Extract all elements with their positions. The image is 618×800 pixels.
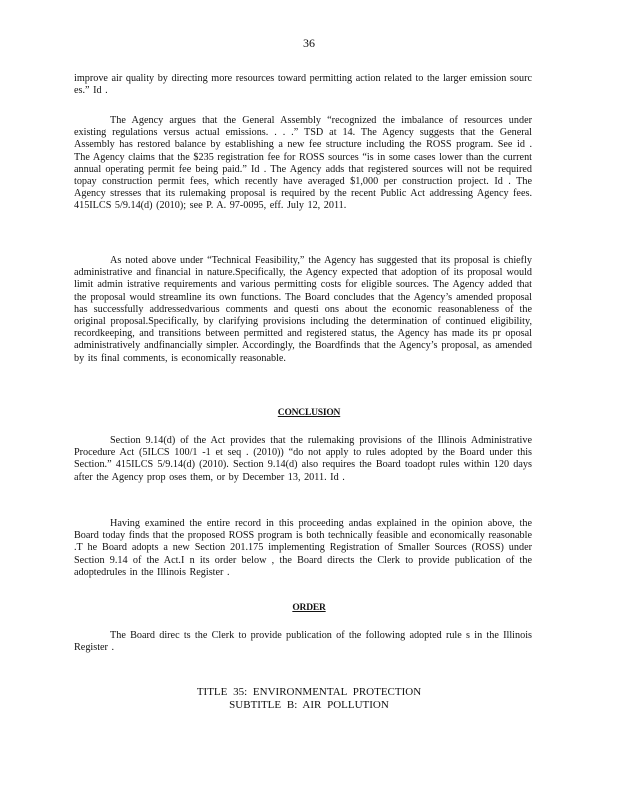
paragraph-having-examined: Having examined the entire record in this proceeding andas explained in the opinion above, the Board today finds that the proposed ROSS program is both technically feasible and economically reasonable .T he Board adopts a new Section 201.175 implementing Registration of Smaller Sources (ROSS) under Section 9.14 of the Act.I n its order below , the Board directs the Clerk to provide publication of the adoptedrules in the Illinois Register . <box>74 518 532 578</box>
conclusion-heading <box>0 408 618 418</box>
paragraph-order-directive: The Board direc ts the Clerk to provide publication of the following adopted rule s in the Illinois Register . <box>74 630 532 654</box>
paragraph-agency-argues: The Agency argues that the General Assembly “recognized the imbalance of resources under existing regulations versus actual emissions. . . .” TSD at 14. The Agency suggests that the General Assembly has restored balance by establishing a new fee structure including the ROSS program. See id . The Agency claims that the $235 registration fee for ROSS sources “is in some cases lower than the current annual operating permit fee being paid.” Id . The Agency adds that registered sources will not be required topay construction permit fees, which recently have averaged $1,000 per construction project. Id . The Agency stresses that its rulemaking proposal is required by the recent Public Act addressing Agency fees. 415ILCS 5/9.14(d) (2010); see P. A. 97-0095, eff. July 12, 2011. <box>74 115 532 212</box>
title-line: TITLE 35: ENVIRONMENTAL PROTECTION <box>196 686 422 698</box>
paragraph-continuation: improve air quality by directing more resources toward permitting action related to the larger emission sourc es.” Id . <box>74 73 532 97</box>
order-heading-text: ORDER <box>292 603 326 613</box>
conclusion-heading-text: CONCLUSION <box>277 408 341 418</box>
subtitle-line: SUBTITLE B: AIR POLLUTION <box>229 699 389 711</box>
order-heading <box>0 603 618 613</box>
page-number: 36 <box>303 36 315 50</box>
title-block <box>0 686 618 712</box>
paragraph-technical-feasibility: As noted above under “Technical Feasibility,” the Agency has suggested that its proposal is chiefly administrative and financial in nature.Specifically, the Agency expected that adoption of its proposal would limit admin istrative requirements and various permitting costs for eligible sources. The Agency added that the proposal would streamline its own functions. The Board concludes that the Agency’s amended proposal has successfully addressedvarious comments and questi ons about the economic reasonableness of the original proposal.Specifically, by clarifying provisions including the determination of continued eligibility, recordkeeping, and transitions between permitted and registered status, the Agency has made its pr oposal administratively andfinancially simpler. Accordingly, the Boardfinds that the Agency’s proposal, as amended by its final comments, is economically reasonable. <box>74 255 532 364</box>
paragraph-section-9-14: Section 9.14(d) of the Act provides that the rulemaking provisions of the Illinois Administrative Procedure Act (5ILCS 100/1 -1 et seq . (2010)) “do not apply to rules adopted by the Board under this Section.” 415ILCS 5/9.14(d) (2010). Section 9.14(d) also requires the Board toadopt rules within 120 days after the Agency prop oses them, or by December 13, 2011. Id . <box>74 435 532 483</box>
